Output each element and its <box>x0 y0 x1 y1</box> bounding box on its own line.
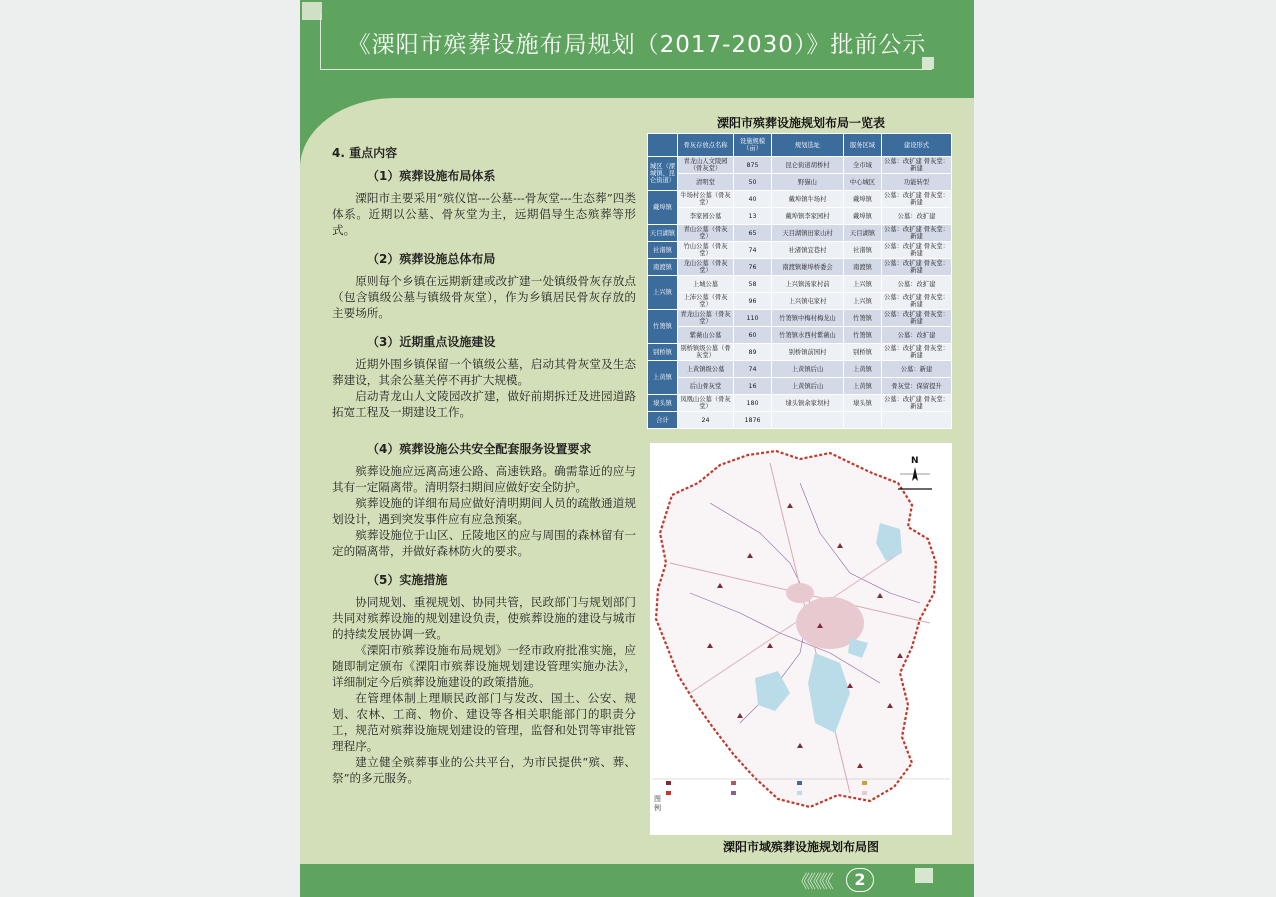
table-total-row <box>648 412 952 429</box>
name-cell: 青龙山公墓（骨灰堂） <box>678 310 734 327</box>
name-cell: 龙山公墓（骨灰堂） <box>678 259 734 276</box>
legend-title: 图例 <box>654 795 661 812</box>
name-cell: 竹山公墓（骨灰堂） <box>678 242 734 259</box>
table-row <box>648 378 952 395</box>
size-cell: 74 <box>734 242 772 259</box>
area-cell: 天目湖镇 <box>844 225 882 242</box>
table-row <box>648 242 952 259</box>
legend-item <box>797 781 861 787</box>
table-row <box>648 157 952 174</box>
name-cell: 上沛公墓（骨灰堂） <box>678 293 734 310</box>
subsection-heading: （4）殡葬设施公共安全配套服务设置要求 <box>367 442 592 456</box>
site-cell: 竹箦镇中梅村梅龙山 <box>772 310 844 327</box>
form-cell: 公墓：改扩建 骨灰堂：新建 <box>882 191 952 208</box>
column-header: 服务区域 <box>844 134 882 157</box>
site-cell: 天目湖镇田家山村 <box>772 225 844 242</box>
form-cell: 公墓：改扩建 骨灰堂：新建 <box>882 242 952 259</box>
size-cell: 74 <box>734 361 772 378</box>
name-cell: 紫薇山公墓 <box>678 327 734 344</box>
key-content-column <box>332 144 636 786</box>
table-row <box>648 276 952 293</box>
area-cell: 社渚镇 <box>844 242 882 259</box>
size-cell: 875 <box>734 157 772 174</box>
form-cell: 公墓：改扩建 <box>882 327 952 344</box>
paragraph: 建立健全殡葬事业的公共平台，为市民提供“殡、葬、祭”的多元服务。 <box>332 755 636 785</box>
column-header: 规划选址 <box>772 134 844 157</box>
page <box>300 0 974 897</box>
table-title: 溧阳市殡葬设施规划布局一览表 <box>716 116 885 130</box>
page-title: 《溧阳市殡葬设施布局规划（2017-2030）》批前公示 <box>347 32 927 58</box>
site-cell: 上黄镇后山 <box>772 361 844 378</box>
legend-item <box>862 781 926 787</box>
form-cell: 公墓：改扩建 骨灰堂：新建 <box>882 293 952 310</box>
urban-area <box>786 583 814 603</box>
legend-item <box>797 791 861 797</box>
area-cell: 戴埠镇 <box>844 208 882 225</box>
header-rule <box>320 69 932 70</box>
page-number: 2 <box>846 868 874 892</box>
north-arrow-icon <box>900 456 930 481</box>
table-row <box>648 208 952 225</box>
size-cell: 50 <box>734 174 772 191</box>
size-cell: 13 <box>734 208 772 225</box>
name-cell: 清明堂 <box>678 174 734 191</box>
form-cell: 公墓：改扩建 骨灰堂：新建 <box>882 225 952 242</box>
size-cell: 60 <box>734 327 772 344</box>
site-cell: 戴埠镇李家园村 <box>772 208 844 225</box>
column-header: 骨灰存放点名称 <box>678 134 734 157</box>
size-cell: 40 <box>734 191 772 208</box>
svg-text:N: N <box>911 456 919 466</box>
paragraph: 近期外围乡镇保留一个镇级公墓，启动其骨灰堂及生态葬建设，其余公墓关停不再扩大规模。 <box>332 357 636 387</box>
site-cell: 上兴镇汤家村前 <box>772 276 844 293</box>
paragraph: 《溧阳市殡葬设施布局规划》一经市政府批准实施，应随即制定颁布《溧阳市殡葬设施规划建设管理实施办法》，详细制定今后殡葬设施建设的政策措施。 <box>332 643 636 689</box>
region-cell: 南渡镇 <box>648 259 678 276</box>
column-header <box>648 134 678 157</box>
site-cell: 昆仑街道胡桥村 <box>772 157 844 174</box>
area-cell: 上黄镇 <box>844 361 882 378</box>
site-cell: 戴埠镇牛场村 <box>772 191 844 208</box>
area-cell: 上兴镇 <box>844 276 882 293</box>
total-size-cell: 1876 <box>734 412 772 429</box>
size-cell: 76 <box>734 259 772 276</box>
name-cell: 别桥镇级公墓（骨灰堂） <box>678 344 734 361</box>
name-cell: 李家园公墓 <box>678 208 734 225</box>
region-cell: 社渚镇 <box>648 242 678 259</box>
table-row <box>648 395 952 412</box>
form-cell: 公墓：改扩建 骨灰堂：新建 <box>882 344 952 361</box>
site-cell: 社渚镇宜巷村 <box>772 242 844 259</box>
size-cell: 180 <box>734 395 772 412</box>
paragraph: 溧阳市主要采用“殡仪馆---公墓---骨灰堂---生态葬”四类体系。近期以公墓、骨灰堂为主，远期倡导生态殡葬等形式。 <box>332 191 636 237</box>
planning-map <box>650 443 952 835</box>
decor-square <box>915 868 933 883</box>
name-cell: 青龙山人文陵园（骨灰堂） <box>678 157 734 174</box>
area-cell: 上黄镇 <box>844 378 882 395</box>
table-row <box>648 361 952 378</box>
subsection-heading: （1）殡葬设施布局体系 <box>367 169 496 183</box>
site-cell: 埭头镇余家坝村 <box>772 395 844 412</box>
empty-cell <box>882 412 952 429</box>
map-legend <box>666 781 948 833</box>
form-cell: 功能转型 <box>882 174 952 191</box>
area-cell: 竹箦镇 <box>844 310 882 327</box>
legend-item <box>862 791 926 797</box>
form-cell: 公墓：改扩建 骨灰堂：新建 <box>882 395 952 412</box>
area-cell: 竹箦镇 <box>844 327 882 344</box>
table-row <box>648 225 952 242</box>
form-cell: 公墓：改扩建 <box>882 276 952 293</box>
paragraph: 殡葬设施位于山区、丘陵地区的应与周围的森林留有一定的隔离带，并做好森林防火的要求。 <box>332 528 636 558</box>
form-cell: 公墓：改扩建 骨灰堂：新建 <box>882 157 952 174</box>
size-cell: 96 <box>734 293 772 310</box>
table-row <box>648 344 952 361</box>
facilities-table <box>647 133 952 429</box>
paragraph: 启动青龙山人文陵园改扩建，做好前期拆迁及进园道路拓宽工程及一期建设工作。 <box>332 389 636 419</box>
area-cell: 别桥镇 <box>844 344 882 361</box>
area-cell: 南渡镇 <box>844 259 882 276</box>
table-row <box>648 310 952 327</box>
name-cell: 上城公墓 <box>678 276 734 293</box>
legend-item <box>666 781 730 787</box>
name-cell: 青山公墓（骨灰堂） <box>678 225 734 242</box>
site-cell: 野猫山 <box>772 174 844 191</box>
legend-item <box>731 781 795 787</box>
name-cell: 牛场村公墓（骨灰堂） <box>678 191 734 208</box>
subsection-heading: （2）殡葬设施总体布局 <box>367 252 496 266</box>
site-cell: 竹箦镇水西村紫薇山 <box>772 327 844 344</box>
subsection-heading: （5）实施措施 <box>367 573 448 587</box>
column-header: 建设形式 <box>882 134 952 157</box>
form-cell: 公墓：改扩建 <box>882 208 952 225</box>
paragraph: 殡葬设施的详细布局应做好清明期间人员的疏散通道规划设计，遇到突发事件应有应急预案。 <box>332 496 636 526</box>
paragraph: 殡葬设施应远离高速公路、高速铁路。确需靠近的应与其有一定隔离带。清明祭扫期间应做好安全防护。 <box>332 464 636 494</box>
empty-cell <box>844 412 882 429</box>
empty-cell <box>772 412 844 429</box>
total-name-cell: 24 <box>678 412 734 429</box>
site-cell: 上黄镇后山 <box>772 378 844 395</box>
subsection-heading: （3）近期重点设施建设 <box>367 335 496 349</box>
table-row <box>648 259 952 276</box>
table-row <box>648 174 952 191</box>
legend-item <box>731 791 795 797</box>
city-boundary <box>656 451 936 807</box>
area-cell: 埭头镇 <box>844 395 882 412</box>
footer-chevrons: 《《《《《 <box>792 872 831 893</box>
map-graphic <box>650 443 952 835</box>
size-cell: 65 <box>734 225 772 242</box>
name-cell: 凤凰山公墓（骨灰堂） <box>678 395 734 412</box>
paragraph: 在管理体制上理顺民政部门与发改、国土、公安、规划、农林、工商、物价、建设等各相关职能部门的职责分工，规范对殡葬设施规划建设的管理，监督和处罚等审批管理程序。 <box>332 691 636 753</box>
table-row <box>648 293 952 310</box>
form-cell: 公墓：新建 <box>882 361 952 378</box>
name-cell: 上黄镇级公墓 <box>678 361 734 378</box>
area-cell: 全市域 <box>844 157 882 174</box>
area-cell: 上兴镇 <box>844 293 882 310</box>
size-cell: 16 <box>734 378 772 395</box>
map-caption: 溧阳市域殡葬设施规划布局图 <box>722 840 879 854</box>
table-row <box>648 191 952 208</box>
region-cell: 竹箦镇 <box>648 310 678 344</box>
site-cell: 南渡镇雄埠桥委会 <box>772 259 844 276</box>
size-cell: 110 <box>734 310 772 327</box>
column-header: 设施规模（亩） <box>734 134 772 157</box>
form-cell: 骨灰堂：保留提升 <box>882 378 952 395</box>
region-cell: 城区（溧城镇、昆仑街道） <box>648 157 678 191</box>
form-cell: 公墓：改扩建 骨灰堂：新建 <box>882 259 952 276</box>
paragraph: 原则每个乡镇在远期新建或改扩建一处镇级骨灰存放点（包含镇级公墓与镇级骨灰堂），作为乡镇居民骨灰存放的主要场所。 <box>332 274 636 320</box>
paragraph: 协同规划、重视规划、协同共管，民政部门与规划部门共同对殡葬设施的规划建设负责，使殡葬设施的建设与城市的持续发展协调一致。 <box>332 595 636 641</box>
region-cell: 别桥镇 <box>648 344 678 361</box>
size-cell: 89 <box>734 344 772 361</box>
name-cell: 后山骨灰堂 <box>678 378 734 395</box>
site-cell: 别桥镇前园村 <box>772 344 844 361</box>
section-heading: 4. 重点内容 <box>332 146 398 160</box>
table-row <box>648 327 952 344</box>
table-header-row <box>648 134 952 157</box>
region-cell: 上黄镇 <box>648 361 678 395</box>
size-cell: 58 <box>734 276 772 293</box>
area-cell: 中心城区 <box>844 174 882 191</box>
form-cell: 公墓：改扩建 骨灰堂：新建 <box>882 310 952 327</box>
region-cell: 戴埠镇 <box>648 191 678 225</box>
region-cell: 埭头镇 <box>648 395 678 412</box>
decor-square <box>302 2 322 20</box>
area-cell: 戴埠镇 <box>844 191 882 208</box>
legend-item <box>666 791 730 797</box>
region-cell: 天目湖镇 <box>648 225 678 242</box>
total-label-cell: 合计 <box>648 412 678 429</box>
region-cell: 上兴镇 <box>648 276 678 310</box>
site-cell: 上兴镇屯家村 <box>772 293 844 310</box>
